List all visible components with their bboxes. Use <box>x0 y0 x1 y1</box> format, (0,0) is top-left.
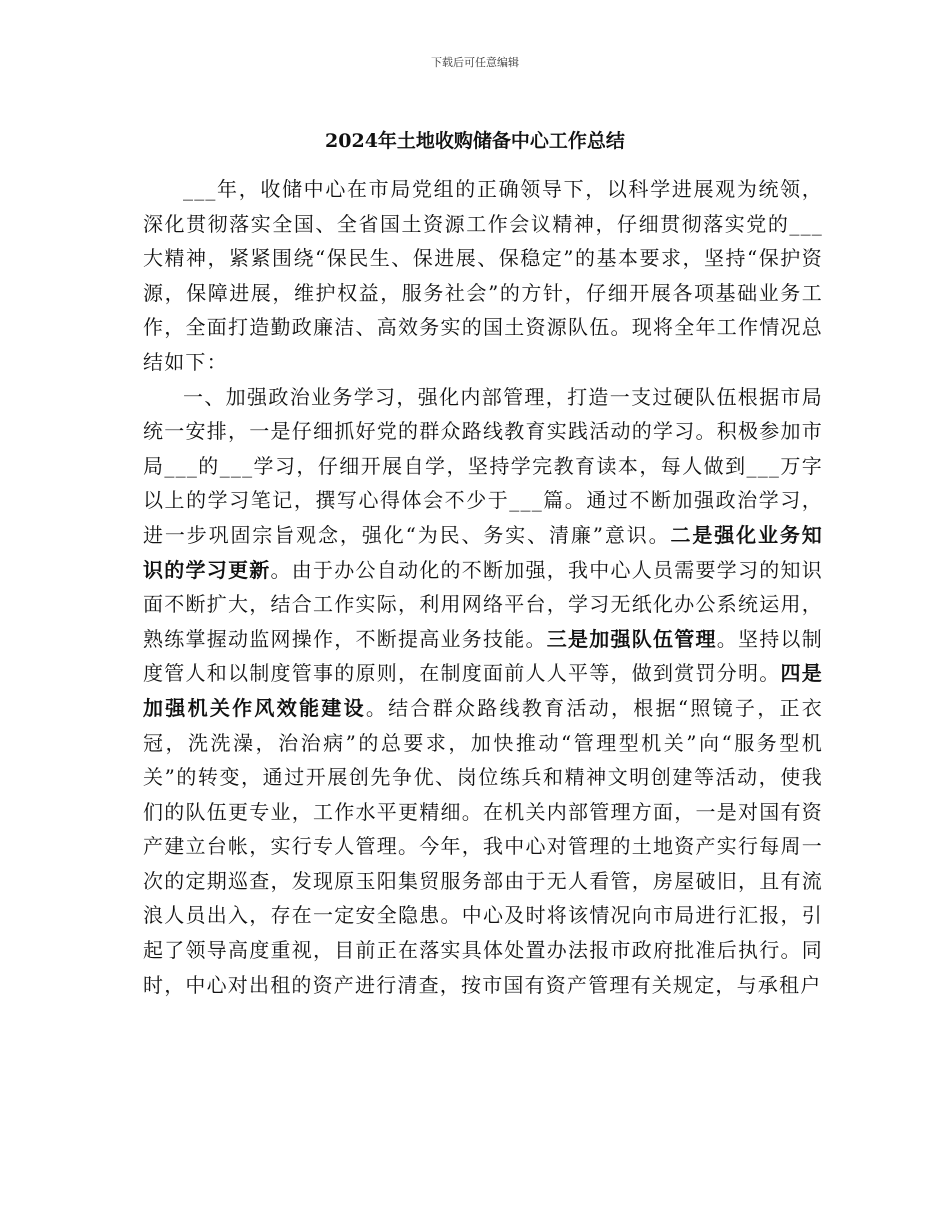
text-run: 。由于办公自动化的不断加强，我中心人员需要学习的知识面不断扩大，结合工作实际，利用网络平台，学习无纸化办公系统运用，熟练掌握动监网操作，不断提高业务技能。 <box>143 557 824 651</box>
body-paragraph <box>143 172 823 380</box>
body-paragraph <box>143 380 823 1003</box>
text-run: ___年，收储中心在市局党组的正确领导下，以科学进展观为统领，深化贯彻落实全国、全省国土资源工作会议精神，仔细贯彻落实党的___大精神，紧紧围绕“保民生、保进展、保稳定”的基本要求，坚持“保护资源，保障进展，维护权益，服务社会”的方针，仔细开展各项基础业务工作，全面打造勤政廉洁、高效务实的国土资源队伍。现将全年工作情况总结如下： <box>143 177 823 374</box>
text-run: 。坚持以制度管人和以制度管事的原则，在制度面前人人平等，做到赏罚分明。 <box>143 626 824 686</box>
document-title: 2024年土地收购储备中心工作总结 <box>325 130 625 152</box>
bold-heading-run: 二是强化业务知识的学习更新 <box>143 522 823 582</box>
bold-heading-run: 三是加强队伍管理 <box>546 626 717 651</box>
document-body <box>143 172 823 1002</box>
bold-heading-run: 四是加强机关作风效能建设 <box>143 661 823 720</box>
text-run: 一、加强政治业务学习，强化内部管理，打造一支过硬队伍根据市局统一安排，一是仔细抓好党的群众路线教育实践活动的学习。积极参加市局___的___学习，仔细开展自学，坚持学完教育读本，每人做到___万字以上的学习笔记，撰写心得体会不少于___篇。通过不断加强政治学习，进一步巩固宗旨观念，强化“为民、务实、清廉”意识。 <box>143 384 823 547</box>
text-run: 。结合群众路线教育活动，根据“照镜子，正衣冠，洗洗澡，治治病”的总要求，加快推动“管理型机关”向“服务型机关”的转变，通过开展创先争优、岗位练兵和精神文明创建等活动，使我们的队伍更专业，工作水平更精细。在机关内部管理方面，一是对国有资产建立台帐，实行专人管理。今年，我中心对管理的土地资产实行每周一次的定期巡查，发现原玉阳集贸服务部由于无人看管，房屋破旧，且有流浪人员出入，存在一定安全隐患。中心及时将该情况向市局进行汇报，引起了领导高度重视，目前正在落实具体处置办法报市政府批准后执行。同时，中心对出租的资产进行清查，按市国有资产管理有关规定，与承租户 <box>143 695 823 997</box>
header-note: 下载后可任意编辑 <box>431 56 519 69</box>
